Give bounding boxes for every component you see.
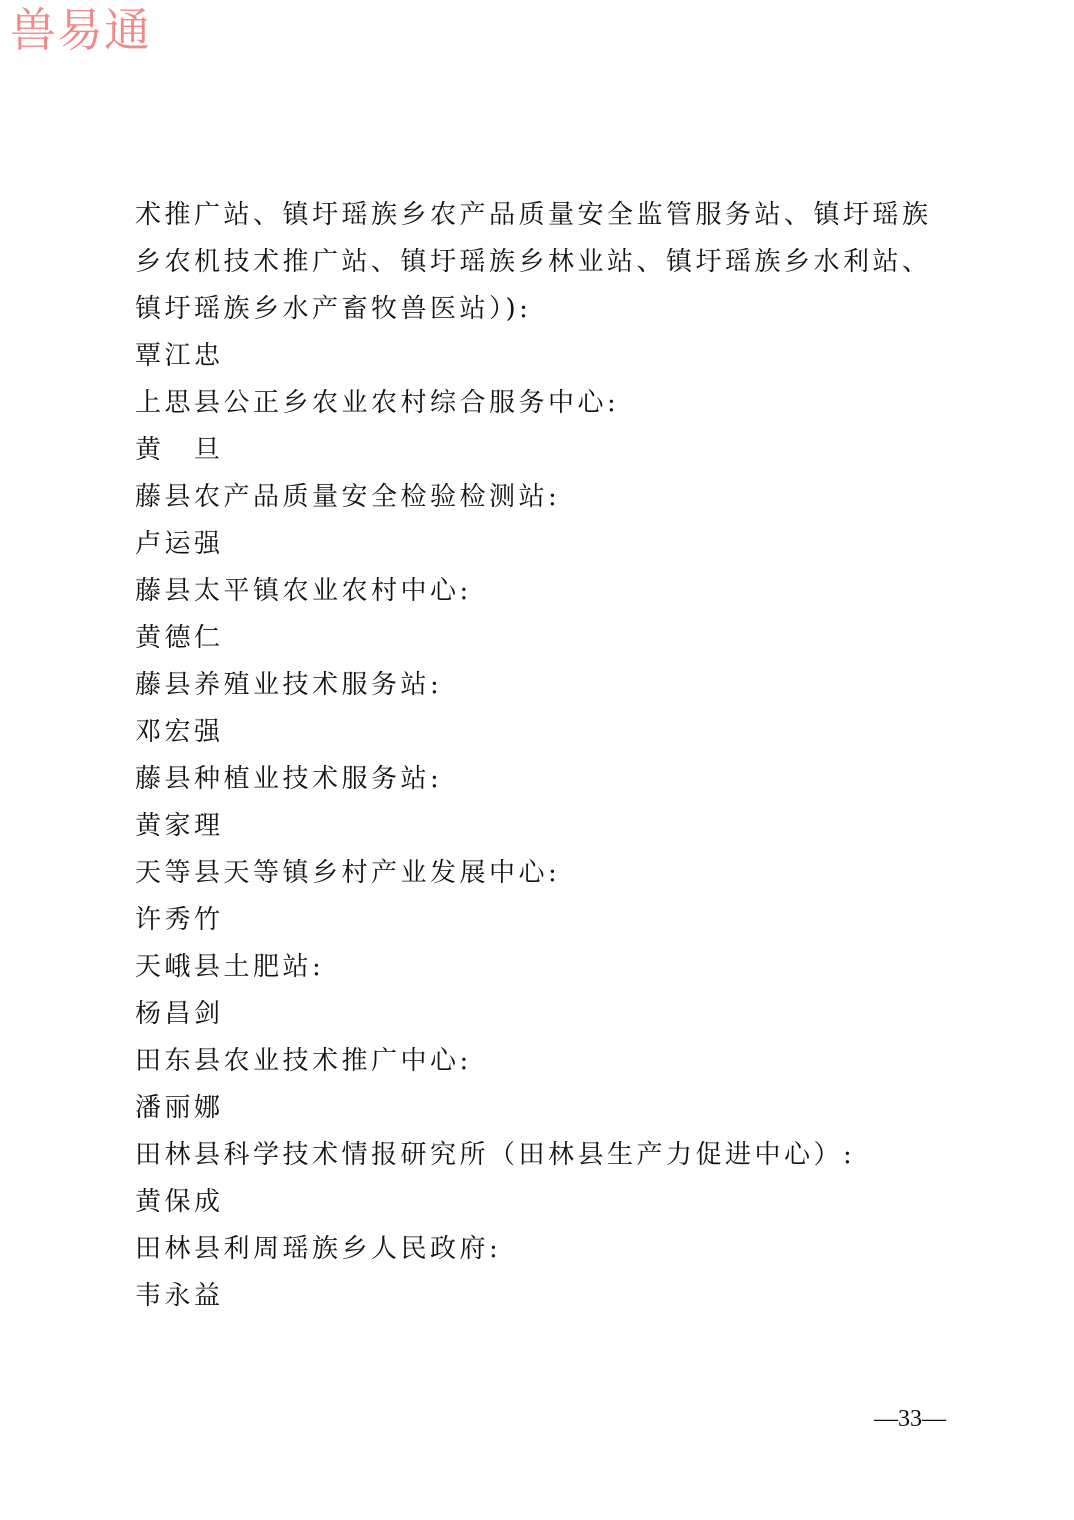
watermark-logo: 兽易通 xyxy=(10,3,151,57)
organization-name: 田林县利周瑶族乡人民政府: xyxy=(135,1234,502,1264)
organization-name: 田东县农业技术推广中心: xyxy=(135,1046,472,1076)
person-name: 黄保成 xyxy=(135,1187,224,1217)
document-body xyxy=(135,192,955,1320)
person-name: 许秀竹 xyxy=(135,905,224,935)
organization-name: 藤县农产品质量安全检验检测站: xyxy=(135,482,561,512)
organization-name: 天等县天等镇乡村产业发展中心: xyxy=(135,858,561,888)
person-name: 黄 旦 xyxy=(135,435,224,465)
person-name: 潘丽娜 xyxy=(135,1093,224,1123)
organization-name: 藤县种植业技术服务站: xyxy=(135,764,443,794)
text-line: 术推广站、镇圩瑶族乡农产品质量安全监管服务站、镇圩瑶族 xyxy=(135,200,932,230)
person-name: 邓宏强 xyxy=(135,717,224,747)
page-number: —33— xyxy=(874,1406,946,1432)
organization-name: 天峨县土肥站: xyxy=(135,952,325,982)
person-name: 黄德仁 xyxy=(135,623,224,653)
text-line: 镇圩瑶族乡水产畜牧兽医站）): xyxy=(135,294,532,324)
organization-name: 田林县科学技术情报研究所（田林县生产力促进中心）: xyxy=(135,1140,856,1170)
organization-name: 藤县太平镇农业农村中心: xyxy=(135,576,472,606)
person-name: 覃江忠 xyxy=(135,341,224,371)
text-line: 乡农机技术推广站、镇圩瑶族乡林业站、镇圩瑶族乡水利站、 xyxy=(135,247,932,277)
person-name: 卢运强 xyxy=(135,529,224,559)
person-name: 杨昌剑 xyxy=(135,999,224,1029)
organization-name: 藤县养殖业技术服务站: xyxy=(135,670,443,700)
person-name: 黄家理 xyxy=(135,811,224,841)
organization-name: 上思县公正乡农业农村综合服务中心: xyxy=(135,388,620,418)
person-name: 韦永益 xyxy=(135,1281,224,1311)
